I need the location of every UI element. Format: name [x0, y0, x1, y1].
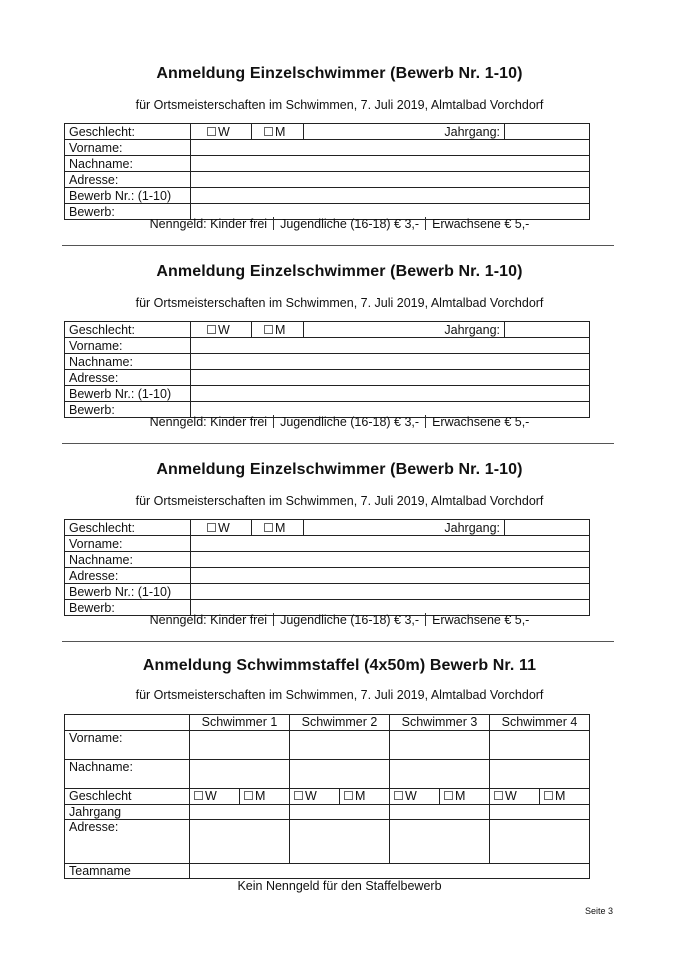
- row-label: Nachname:: [65, 156, 191, 172]
- event-number-field[interactable]: [191, 188, 590, 204]
- separator: [273, 613, 274, 626]
- separator: [273, 217, 274, 230]
- row-label: Vorname:: [65, 536, 191, 552]
- form-row: [65, 370, 590, 386]
- gender-label: Geschlecht: [65, 789, 190, 805]
- form-subtitle: für Ortsmeisterschaften im Schwimmen, 7. Juli 2019, Almtalbad Vorchdorf: [135, 296, 544, 310]
- form-subtitle: für Ortsmeisterschaften im Schwimmen, 7. Juli 2019, Almtalbad Vorchdorf: [135, 98, 544, 112]
- form-title: Anmeldung Einzelschwimmer (Bewerb Nr. 1-10): [156, 461, 523, 478]
- fee-adults: Erwachsene € 5,-: [432, 217, 530, 231]
- team-name-field[interactable]: [190, 864, 590, 879]
- firstname-field[interactable]: [191, 140, 590, 156]
- form-title: Anmeldung Einzelschwimmer (Bewerb Nr. 1-10): [156, 65, 523, 82]
- year-label: Jahrgang: [65, 805, 190, 820]
- relay-form-subtitle: für Ortsmeisterschaften im Schwimmen, 7. Juli 2019, Almtalbad Vorchdorf: [135, 688, 544, 702]
- entry-fee-line: [0, 613, 679, 627]
- form-row: [65, 386, 590, 402]
- swimmer-4-lastname[interactable]: [490, 760, 590, 789]
- form-row: [65, 354, 590, 370]
- swimmer-1-firstname[interactable]: [190, 731, 290, 760]
- checkbox-icon[interactable]: [444, 791, 453, 800]
- form-row: [65, 568, 590, 584]
- address-field[interactable]: [191, 172, 590, 188]
- swimmer-3-firstname[interactable]: [390, 731, 490, 760]
- swimmer-3-header: Schwimmer 3: [390, 715, 490, 731]
- empty-header-cell: [65, 715, 190, 731]
- checkbox-icon[interactable]: [494, 791, 503, 800]
- swimmer-2-address[interactable]: [290, 820, 390, 864]
- form-row: [65, 172, 590, 188]
- swimmer-1-year[interactable]: [190, 805, 290, 820]
- row-label: Bewerb Nr.: (1-10): [65, 188, 191, 204]
- separator: [425, 415, 426, 428]
- relay-year-row: [65, 805, 590, 820]
- relay-table: [64, 714, 590, 879]
- section-divider: [62, 245, 614, 246]
- gender-label: Geschlecht:: [65, 322, 191, 338]
- checkbox-icon[interactable]: [264, 523, 273, 532]
- row-label: Bewerb:: [65, 204, 191, 220]
- firstname-field[interactable]: [191, 536, 590, 552]
- swimmer-3-year[interactable]: [390, 805, 490, 820]
- fee-youth: Jugendliche (16-18) € 3,-: [280, 415, 420, 429]
- separator: [273, 415, 274, 428]
- swimmer-2-gender-m[interactable]: M: [340, 789, 390, 805]
- year-label: Jahrgang:: [304, 520, 505, 536]
- form-row: [65, 584, 590, 600]
- form-row: [65, 156, 590, 172]
- section-divider: [62, 641, 614, 642]
- gender-m-option[interactable]: M: [252, 520, 304, 536]
- relay-fee-note: Kein Nenngeld für den Staffelbewerb: [237, 879, 442, 893]
- lastname-field[interactable]: [191, 552, 590, 568]
- swimmer-2-lastname[interactable]: [290, 760, 390, 789]
- form-title: Anmeldung Einzelschwimmer (Bewerb Nr. 1-10): [156, 263, 523, 280]
- gender-row: [65, 124, 590, 140]
- swimmer-2-firstname[interactable]: [290, 731, 390, 760]
- checkbox-icon[interactable]: [207, 325, 216, 334]
- year-label: Jahrgang:: [304, 124, 505, 140]
- checkbox-icon[interactable]: [394, 791, 403, 800]
- gender-w-option[interactable]: W: [191, 520, 252, 536]
- row-label: Nachname:: [65, 552, 191, 568]
- lastname-field[interactable]: [191, 156, 590, 172]
- relay-team-row: [65, 864, 590, 879]
- gender-w-option[interactable]: W: [191, 124, 252, 140]
- swimmer-4-firstname[interactable]: [490, 731, 590, 760]
- separator: [425, 217, 426, 230]
- gender-m-option[interactable]: M: [252, 124, 304, 140]
- row-label: Adresse:: [65, 172, 191, 188]
- gender-row: [65, 322, 590, 338]
- entry-fee-line: [0, 415, 679, 429]
- relay-address-row: [65, 820, 590, 864]
- form-row: [65, 536, 590, 552]
- relay-firstname-row: [65, 731, 590, 760]
- firstname-field[interactable]: [191, 338, 590, 354]
- fee-kids: Nenngeld: Kinder frei: [149, 415, 268, 429]
- registration-table: [64, 123, 590, 220]
- row-label: Vorname:: [65, 338, 191, 354]
- address-label: Adresse:: [65, 820, 190, 864]
- year-field[interactable]: [505, 124, 590, 140]
- fee-adults: Erwachsene € 5,-: [432, 415, 530, 429]
- row-label: Bewerb Nr.: (1-10): [65, 386, 191, 402]
- event-number-field[interactable]: [191, 386, 590, 402]
- row-label: Nachname:: [65, 354, 191, 370]
- gender-label: Geschlecht:: [65, 520, 191, 536]
- row-label: Bewerb:: [65, 600, 191, 616]
- form-row: [65, 188, 590, 204]
- checkbox-icon[interactable]: [344, 791, 353, 800]
- swimmer-1-lastname[interactable]: [190, 760, 290, 789]
- checkbox-icon[interactable]: [264, 127, 273, 136]
- separator: [425, 613, 426, 626]
- registration-table: [64, 321, 590, 418]
- registration-table: [64, 519, 590, 616]
- address-field[interactable]: [191, 568, 590, 584]
- checkbox-icon[interactable]: [244, 791, 253, 800]
- row-label: Adresse:: [65, 370, 191, 386]
- swimmer-3-gender-m[interactable]: M: [440, 789, 490, 805]
- checkbox-icon[interactable]: [207, 523, 216, 532]
- gender-m-option[interactable]: M: [252, 322, 304, 338]
- lastname-field[interactable]: [191, 354, 590, 370]
- swimmer-1-gender-m[interactable]: M: [240, 789, 290, 805]
- swimmer-4-year[interactable]: [490, 805, 590, 820]
- row-label: Adresse:: [65, 568, 191, 584]
- relay-form-title: Anmeldung Schwimmstaffel (4x50m) Bewerb Nr. 11: [142, 657, 537, 674]
- page-number: Seite 3: [584, 906, 613, 916]
- fee-youth: Jugendliche (16-18) € 3,-: [280, 217, 420, 231]
- year-label: Jahrgang:: [304, 322, 505, 338]
- fee-kids: Nenngeld: Kinder frei: [149, 217, 268, 231]
- gender-row: [65, 520, 590, 536]
- firstname-label: Vorname:: [65, 731, 190, 760]
- relay-gender-row: [65, 789, 590, 805]
- form-row: [65, 338, 590, 354]
- relay-header-row: [65, 715, 590, 731]
- swimmer-2-header: Schwimmer 2: [290, 715, 390, 731]
- form-subtitle: für Ortsmeisterschaften im Schwimmen, 7. Juli 2019, Almtalbad Vorchdorf: [135, 494, 544, 508]
- checkbox-icon[interactable]: [264, 325, 273, 334]
- row-label: Bewerb Nr.: (1-10): [65, 584, 191, 600]
- swimmer-4-address[interactable]: [490, 820, 590, 864]
- fee-youth: Jugendliche (16-18) € 3,-: [280, 613, 420, 627]
- team-label: Teamname: [65, 864, 190, 879]
- swimmer-2-gender-w[interactable]: W: [290, 789, 340, 805]
- relay-lastname-row: [65, 760, 590, 789]
- swimmer-1-gender-w[interactable]: W: [190, 789, 240, 805]
- swimmer-3-gender-w[interactable]: W: [390, 789, 440, 805]
- swimmer-1-address[interactable]: [190, 820, 290, 864]
- row-label: Bewerb:: [65, 402, 191, 418]
- fee-adults: Erwachsene € 5,-: [432, 613, 530, 627]
- year-field[interactable]: [505, 520, 590, 536]
- swimmer-2-year[interactable]: [290, 805, 390, 820]
- year-field[interactable]: [505, 322, 590, 338]
- gender-w-option[interactable]: W: [191, 322, 252, 338]
- checkbox-icon[interactable]: [544, 791, 553, 800]
- form-row: [65, 140, 590, 156]
- fee-kids: Nenngeld: Kinder frei: [149, 613, 268, 627]
- swimmer-3-address[interactable]: [390, 820, 490, 864]
- section-divider: [62, 443, 614, 444]
- gender-label: Geschlecht:: [65, 124, 191, 140]
- form-row: [65, 552, 590, 568]
- checkbox-icon[interactable]: [194, 791, 203, 800]
- entry-fee-line: [0, 217, 679, 231]
- swimmer-4-header: Schwimmer 4: [490, 715, 590, 731]
- address-field[interactable]: [191, 370, 590, 386]
- lastname-label: Nachname:: [65, 760, 190, 789]
- checkbox-icon[interactable]: [207, 127, 216, 136]
- swimmer-4-gender-m[interactable]: M: [540, 789, 590, 805]
- checkbox-icon[interactable]: [294, 791, 303, 800]
- swimmer-4-gender-w[interactable]: W: [490, 789, 540, 805]
- event-number-field[interactable]: [191, 584, 590, 600]
- swimmer-1-header: Schwimmer 1: [190, 715, 290, 731]
- row-label: Vorname:: [65, 140, 191, 156]
- swimmer-3-lastname[interactable]: [390, 760, 490, 789]
